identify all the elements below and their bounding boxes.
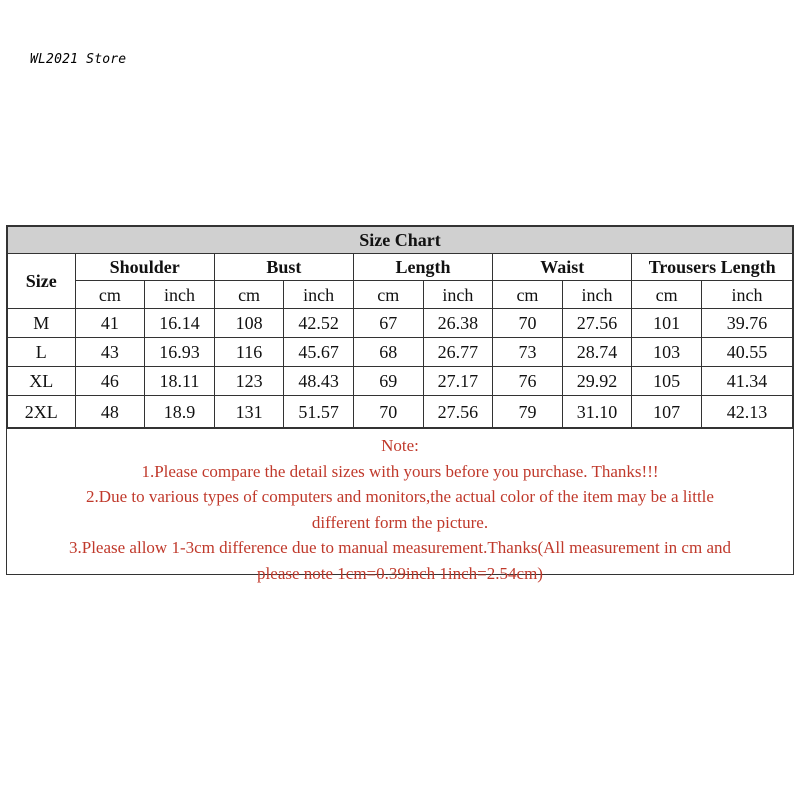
value-cell: 26.77 [423, 338, 493, 367]
value-cell: 48.43 [284, 367, 354, 396]
value-cell: 79 [493, 396, 563, 428]
note-line-2: 2.Due to various types of computers and monitors,the actual color of the item may be a little [86, 487, 714, 506]
value-cell: 101 [632, 309, 702, 338]
table-row [8, 309, 793, 338]
value-cell: 42.52 [284, 309, 354, 338]
group-header-waist: Waist [493, 254, 632, 281]
value-cell: 39.76 [701, 309, 792, 338]
note-line-1: 1.Please compare the detail sizes with yours before you purchase. Thanks!!! [141, 461, 659, 481]
unit-header-cm: cm [493, 281, 563, 309]
unit-header-inch: inch [701, 281, 792, 309]
value-cell: 48 [75, 396, 145, 428]
size-cell: XL [8, 367, 76, 396]
unit-header-inch: inch [145, 281, 215, 309]
value-cell: 116 [214, 338, 284, 367]
unit-header-inch: inch [423, 281, 493, 309]
value-cell: 41 [75, 309, 145, 338]
value-cell: 107 [632, 396, 702, 428]
value-cell: 73 [493, 338, 563, 367]
size-cell: L [8, 338, 76, 367]
table-row [8, 367, 793, 396]
value-cell: 46 [75, 367, 145, 396]
table-row [8, 338, 793, 367]
size-chart-title: Size Chart [8, 227, 793, 254]
value-cell: 69 [353, 367, 423, 396]
value-cell: 27.56 [562, 309, 632, 338]
value-cell: 40.55 [701, 338, 792, 367]
value-cell: 70 [493, 309, 563, 338]
notes-title: Note: [381, 436, 419, 455]
value-cell: 31.10 [562, 396, 632, 428]
value-cell: 28.74 [562, 338, 632, 367]
value-cell: 26.38 [423, 309, 493, 338]
size-cell: 2XL [8, 396, 76, 428]
value-cell: 27.56 [423, 396, 493, 428]
value-cell: 67 [353, 309, 423, 338]
value-cell: 103 [632, 338, 702, 367]
store-name: WL2021 Store [30, 52, 127, 67]
value-cell: 27.17 [423, 367, 493, 396]
value-cell: 18.9 [145, 396, 215, 428]
value-cell: 131 [214, 396, 284, 428]
size-column-header: Size [8, 254, 76, 309]
value-cell: 18.11 [145, 367, 215, 396]
table-row [8, 396, 793, 428]
note-line-3-continued: please note 1cm=0.39inch 1inch=2.54cm) [257, 563, 543, 583]
value-cell: 29.92 [562, 367, 632, 396]
group-header-length: Length [353, 254, 492, 281]
value-cell: 42.13 [701, 396, 792, 428]
value-cell: 76 [493, 367, 563, 396]
value-cell: 68 [353, 338, 423, 367]
unit-header-cm: cm [214, 281, 284, 309]
size-table [7, 226, 793, 428]
value-cell: 51.57 [284, 396, 354, 428]
unit-header-inch: inch [562, 281, 632, 309]
value-cell: 70 [353, 396, 423, 428]
note-line-2-continued: different form the picture. [311, 512, 489, 532]
note-line-3: 3.Please allow 1-3cm difference due to manual measurement.Thanks(All measurement in cm and [69, 538, 731, 557]
group-header-bust: Bust [214, 254, 353, 281]
value-cell: 41.34 [701, 367, 792, 396]
unit-header-cm: cm [632, 281, 702, 309]
notes-section [7, 428, 793, 586]
size-cell: M [8, 309, 76, 338]
group-header-trousers-length: Trousers Length [632, 254, 793, 281]
size-chart [6, 225, 794, 583]
group-header-shoulder: Shoulder [75, 254, 214, 281]
value-cell: 123 [214, 367, 284, 396]
value-cell: 45.67 [284, 338, 354, 367]
value-cell: 105 [632, 367, 702, 396]
value-cell: 108 [214, 309, 284, 338]
unit-header-cm: cm [353, 281, 423, 309]
unit-header-cm: cm [75, 281, 145, 309]
value-cell: 16.93 [145, 338, 215, 367]
value-cell: 43 [75, 338, 145, 367]
unit-header-inch: inch [284, 281, 354, 309]
value-cell: 16.14 [145, 309, 215, 338]
